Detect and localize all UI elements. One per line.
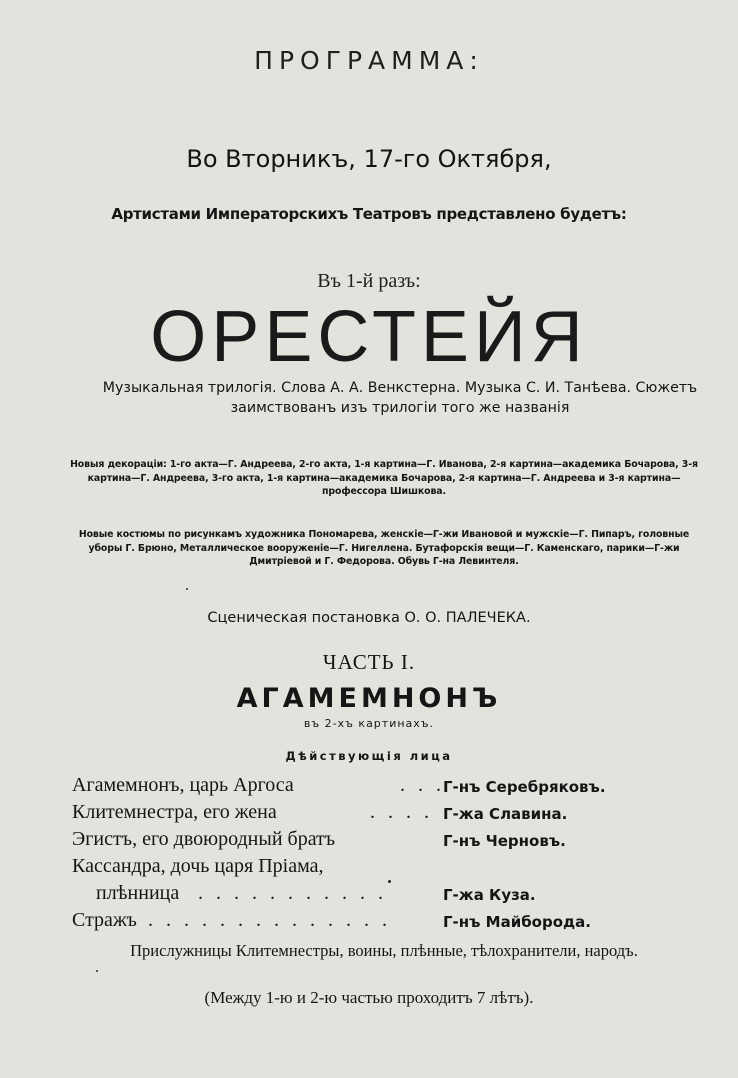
cast-actor: Г-нъ Майборода.	[443, 913, 591, 931]
cast-actor: Г-жа Славина.	[443, 805, 568, 823]
cast-role: Стражъ	[72, 909, 137, 931]
cast-role: Агамемнонъ, царь Аргоса	[72, 774, 294, 796]
part-label: ЧАСТЬ I.	[322, 650, 416, 674]
ink-speck	[388, 880, 391, 883]
cast-actor: Г-нъ Серебряковъ.	[443, 778, 606, 796]
opera-description: Музыкальная трилогія. Слова А. А. Венкстерна. Музыка С. И. Танѣева. Сюжетъ заимствованъ изъ трилогіи того же названія	[102, 380, 698, 416]
artists-line: Артистами Императорскихъ Театровъ представлено будетъ:	[111, 205, 627, 223]
program-heading: ПРОГРАММА:	[254, 46, 484, 75]
cast-heading: Дѣйствующія лица	[285, 749, 453, 763]
interval-note: (Между 1-ю и 2-ю частью проходитъ 7 лѣтъ).	[204, 988, 534, 1007]
decorations-credits: Новыя декораціи: 1-го акта—Г. Андреева, 2-го акта, 1-я картина—Г. Иванова, 2-я картина—академика Бочарова, 3-я картина—Г. Андреева, 3-го акта, 1-я картина—академика Бочарова, 2-я картина—Г. Андреева и 3-я картина—профессора Шишкова.	[70, 459, 698, 498]
part-title: АГАМЕМНОНЪ	[236, 683, 502, 714]
cast-role: Клитемнестра, его жена	[72, 801, 277, 823]
cast-role: плѣнница	[96, 882, 180, 904]
leader-dots: . . .	[400, 774, 445, 796]
staging-credit: Сценическая постановка О. О. ПАЛЕЧЕКА.	[207, 610, 531, 626]
cast-role: Эгистъ, его двоюродный братъ	[72, 828, 336, 850]
leader-dots: . . . .	[370, 801, 433, 823]
costumes-credits: Новые костюмы по рисункамъ художника Пономарева, женскіе—Г-жи Ивановой и мужскіе—Г. Пипаръ, головные уборы Г. Брюно, Металлическое вооруженіе—Г. Нигеллена. Бутафорскія вещи—Г. Каменскаго, парики—Г-жи Дмитріевой и Г. Федорова. Обувь Г-на Левинтеля.	[78, 529, 690, 568]
cast-actor: Г-нъ Черновъ.	[443, 832, 566, 850]
part-scenes: въ 2-хъ картинахъ.	[303, 717, 435, 730]
cast-role: Кассандра, дочь царя Пріама,	[72, 855, 324, 877]
ink-speck	[186, 588, 188, 590]
first-time-label: Въ 1-й разъ:	[317, 270, 421, 292]
date-line: Во Вторникъ, 17-го Октября,	[186, 145, 552, 173]
extras-line: Прислужницы Клитемнестры, воины, плѣнные, тѣлохранители, народъ.	[130, 941, 638, 960]
leader-dots: . . . . . . . . . . . . . .	[148, 909, 391, 931]
cast-actor: Г-жа Куза.	[443, 886, 536, 904]
ink-speck	[96, 970, 98, 972]
leader-dots: . . . . . . . . . . .	[198, 882, 387, 904]
opera-title: ОРЕСТЕЙЯ	[150, 297, 588, 377]
